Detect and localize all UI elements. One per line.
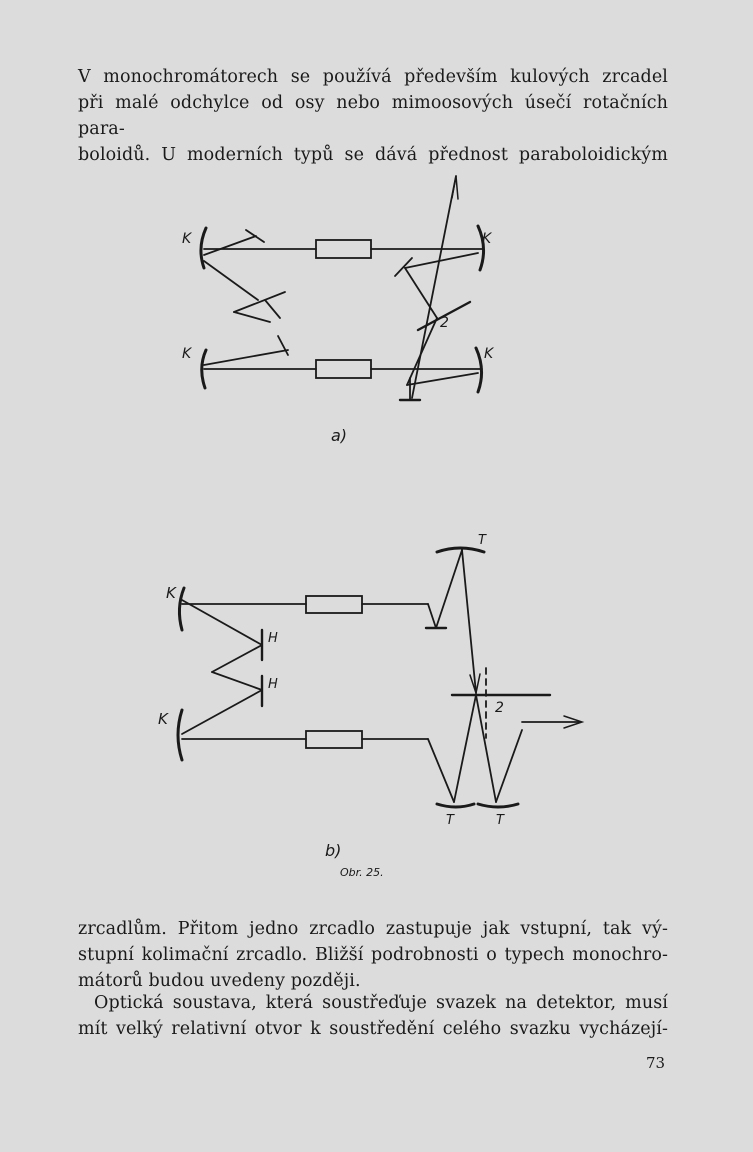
- label-k: K: [482, 231, 492, 247]
- text-line: při malé odchylce od osy nebo mimoosových úsečí rotačních para-: [78, 93, 668, 139]
- text-line: V monochromátorech se používá především kulových zrcadel: [78, 67, 668, 87]
- sample-cell-top: [316, 240, 371, 258]
- label-t: T: [496, 813, 504, 828]
- label-k: K: [182, 346, 192, 362]
- sample-cell-bottom: [316, 360, 371, 378]
- text-line: boloidů. U moderních typů se dává přednost paraboloidickým: [78, 145, 668, 165]
- text-line: stupní kolimační zrcadlo. Bližší podrobnosti o typech monochro-: [78, 945, 668, 965]
- text-line: mátorů budou uvedeny později.: [78, 971, 361, 991]
- mirror-k-top: [179, 588, 184, 630]
- label-t: T: [446, 813, 454, 828]
- label-2: 2: [440, 315, 449, 331]
- paragraph-middle: [78, 916, 668, 994]
- mirror-t-bottom-right: [478, 804, 518, 807]
- figure-a-label: a): [331, 426, 348, 445]
- label-2: 2: [495, 700, 504, 716]
- mirror-bottom-right: [476, 348, 482, 392]
- label-k: K: [484, 346, 494, 362]
- sample-cell-top: [306, 596, 362, 613]
- mirror-t-bottom-left: [437, 804, 474, 807]
- page-number: 73: [646, 1054, 666, 1072]
- label-k: K: [158, 710, 168, 728]
- text-line: mít velký relativní otvor k soustředění celého svazku vycházejí-: [78, 1019, 668, 1039]
- paragraph-bottom: [78, 990, 668, 1042]
- mirror-k-bottom: [178, 710, 182, 760]
- sample-cell-bottom: [306, 731, 362, 748]
- label-k: K: [182, 231, 192, 247]
- label-t: T: [478, 533, 486, 548]
- text-line: Optická soustava, která soustřeďuje svazek na detektor, musí: [94, 993, 668, 1013]
- figure-b-label: b): [325, 841, 342, 860]
- figure-caption: Obr. 25.: [340, 866, 384, 879]
- label-k: K: [166, 584, 176, 602]
- text-line: zrcadlům. Přitom jedno zrcadlo zastupuje jak vstupní, tak vý-: [78, 919, 668, 939]
- mirror-t-top: [437, 548, 484, 552]
- label-h: H: [268, 677, 278, 692]
- label-h: H: [268, 631, 278, 646]
